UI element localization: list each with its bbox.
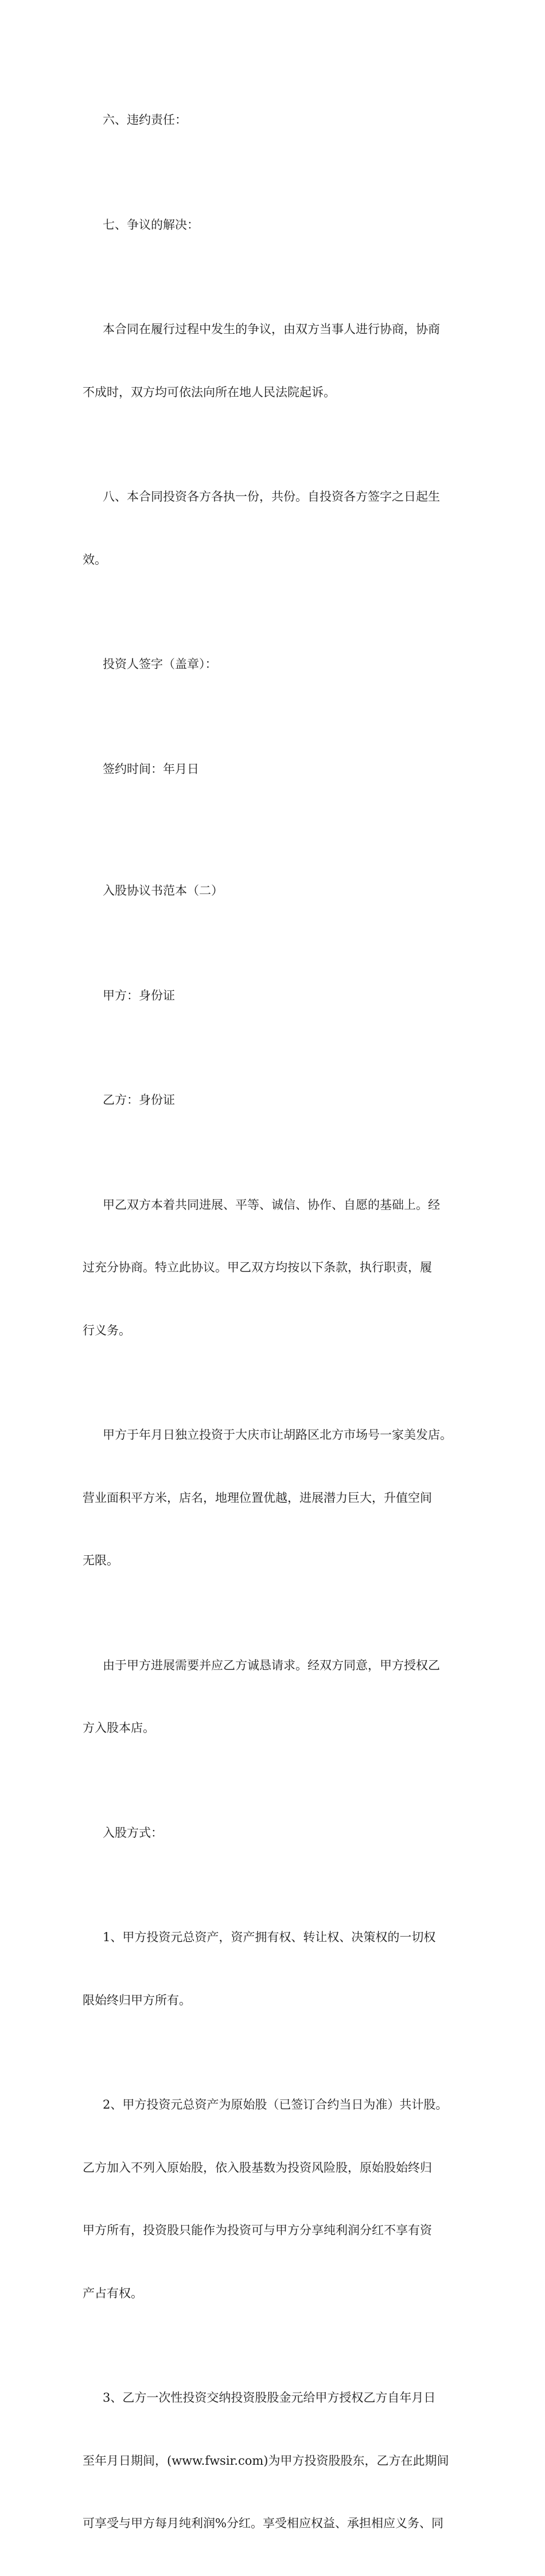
text-line: 入股方式：: [103, 1825, 163, 1840]
text-line: 2、甲方投资元总资产为原始股（已签订合约当日为准）共计股。: [103, 2098, 448, 2111]
paragraph-method: [83, 1781, 467, 1886]
paragraph-dispute-title: [83, 173, 467, 278]
paragraph-signature: [83, 612, 467, 717]
text-line: 八、本合同投资各方各执一份，共份。自投资各方签字之日起生: [103, 490, 440, 504]
text-line: 入股协议书范本（二）: [103, 884, 223, 897]
paragraph-breach: [83, 68, 467, 173]
text-line: 方入股本店。: [83, 1721, 155, 1735]
text-line: 不成时，双方均可依法向所在地人民法院起诉。: [83, 385, 336, 399]
text-line: 本合同在履行过程中发生的争议，由双方当事人进行协商，协商: [103, 322, 440, 336]
text-line: 七、争议的解决：: [103, 217, 199, 232]
text-line: 行义务。: [83, 1323, 131, 1337]
paragraph-sign-date: [83, 717, 467, 822]
list-item-1: [83, 1885, 467, 2052]
paragraph-party-b: [83, 1048, 467, 1153]
paragraph-party-a: [83, 943, 467, 1048]
paragraph-investment: [83, 1383, 467, 1613]
text-line: 六、违约责任：: [103, 113, 187, 127]
paragraph-request: [83, 1613, 467, 1781]
text-line: 甲乙双方本着共同进展、平等、诚信、协作、自愿的基础上。经: [103, 1197, 440, 1212]
text-line: 由于甲方进展需要并应乙方诚恳请求。经双方同意，甲方授权乙: [103, 1658, 440, 1672]
text-line: 签约时间：年月日: [103, 762, 199, 776]
section-spacer: [83, 821, 467, 838]
paragraph-dispute-body: [83, 277, 467, 444]
list-item-2: [83, 2052, 467, 2345]
paragraph-copies: [83, 444, 467, 612]
text-line: 过充分协商。特立此协议。甲乙双方均按以下条款，执行职责，履: [83, 1260, 432, 1274]
text-line: 至年月日期间，(www.fwsir.com)为甲方投资股股东，乙方在此期间: [83, 2453, 449, 2468]
text-line: 1、甲方投资元总资产，资产拥有权、转让权、决策权的一切权: [103, 1930, 436, 1944]
document-page: [83, 68, 467, 2576]
text-line: 无限。: [83, 1554, 119, 1567]
text-line: 乙方：身份证: [103, 1093, 175, 1107]
text-line: 效。: [83, 552, 107, 567]
text-line: 3、乙方一次性投资交纳投资股股金元给甲方授权乙方自年月日: [103, 2391, 436, 2405]
list-item-3: [83, 2345, 467, 2576]
text-line: 甲方于年月日独立投资于大庆市让胡路区北方市场号一家美发店。: [103, 1428, 452, 1442]
text-line: 限始终归甲方所有。: [83, 1993, 191, 2007]
text-line: 投资人签字（盖章）：: [103, 657, 217, 671]
text-line: 乙方加入不列入原始股，依入股基数为投资风险股，原始股始终归: [83, 2160, 432, 2175]
text-line: 甲方：身份证: [103, 988, 175, 1002]
paragraph-intro: [83, 1153, 467, 1383]
text-line: 可享受与甲方每月纯利润%分红。享受相应权益、承担相应义务、同: [83, 2516, 443, 2530]
text-line: 甲方所有，投资股只能作为投资可与甲方分享纯利润分红不享有资: [83, 2223, 432, 2237]
text-line: 产占有权。: [83, 2286, 143, 2300]
section-title: [83, 838, 467, 943]
text-line: 营业面积平方米，店名，地理位置优越，进展潜力巨大，升值空间: [83, 1490, 432, 1505]
